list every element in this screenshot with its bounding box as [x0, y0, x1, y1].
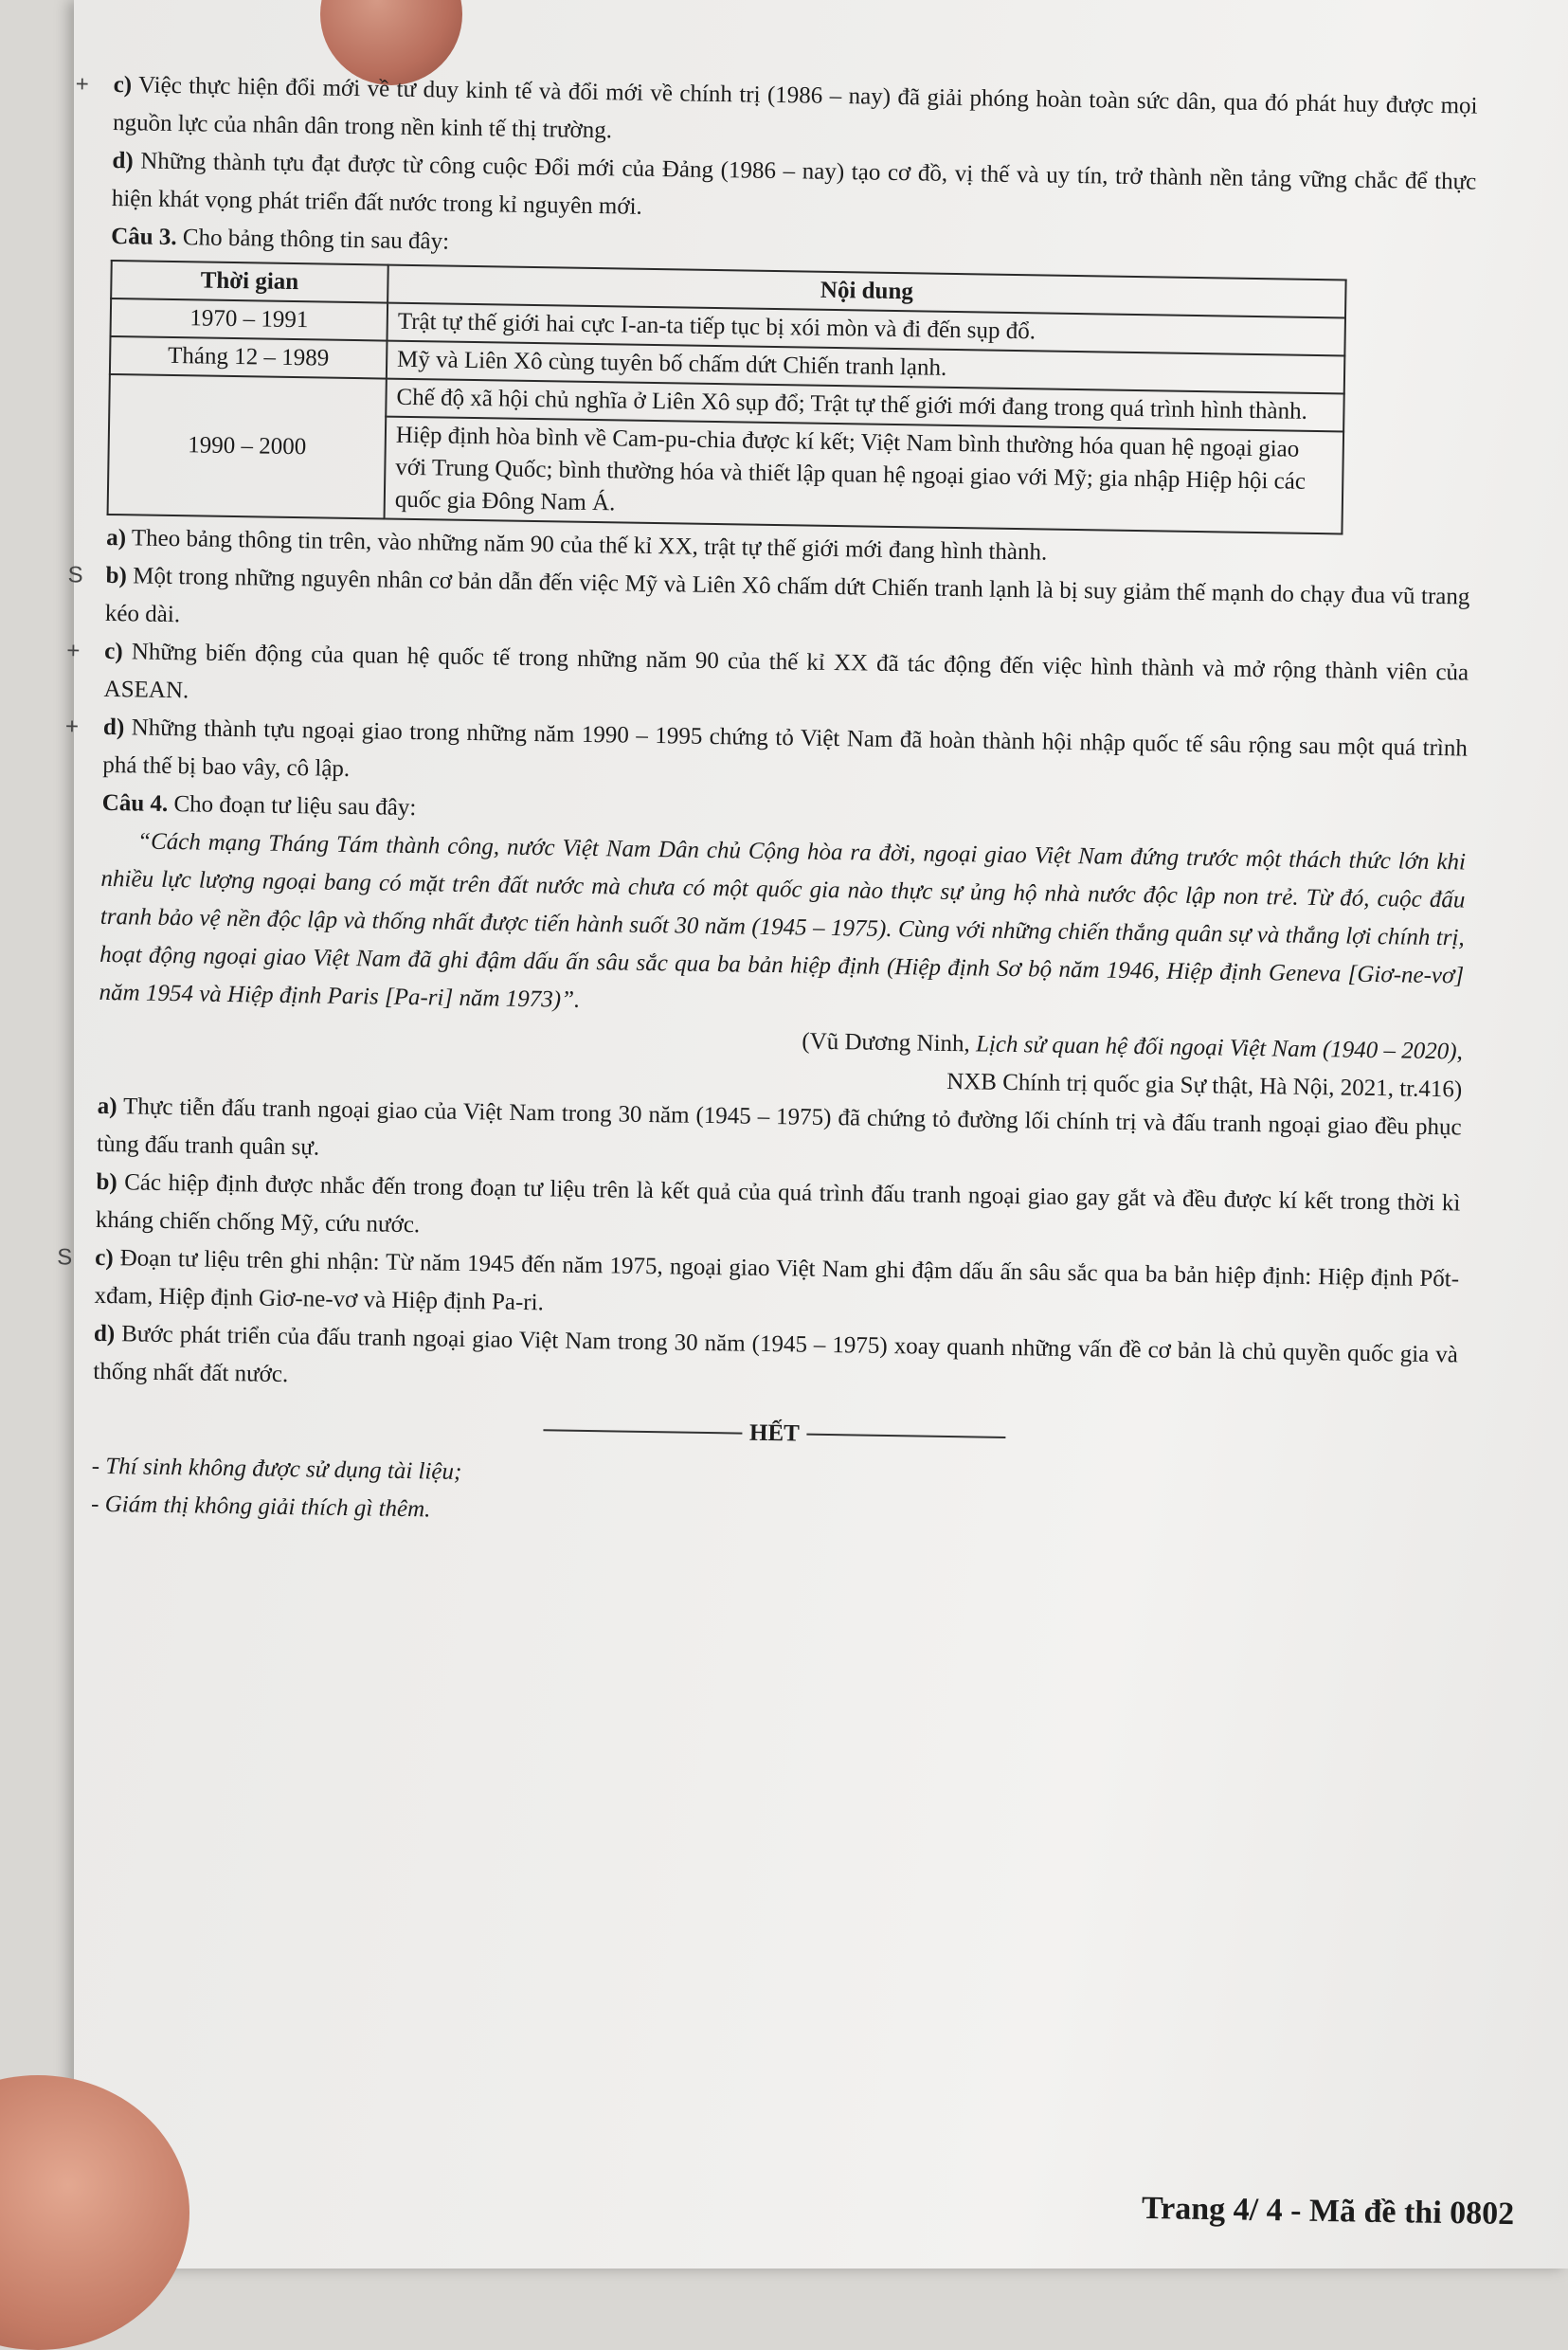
handwritten-mark: S	[57, 1244, 73, 1271]
note-line: - Giám thị không giải thích gì thêm.	[90, 1491, 431, 1523]
source-citation-line2: NXB Chính trị quốc gia Sự thật, Hà Nội, 2021, tr.416)	[946, 1068, 1463, 1103]
exam-content	[57, 66, 1478, 1545]
page-footer: Trang 4/ 4 - Mã đề thi 0802	[1141, 2190, 1515, 2232]
statement-text: Các hiệp định được nhắc đến trong đoạn tư liệu trên là kết quả của quá trình đấu tranh ngoại giao gay gắt và đều được kí kết trong thời kì kháng chiến chống Mỹ, cứu nước.	[95, 1169, 1461, 1238]
statement-text: Theo bảng thông tin trên, vào những năm 90 của thế kỉ XX, trật tự thế giới mới đang hình thành.	[131, 525, 1048, 566]
statement-text: Đoạn tư liệu trên ghi nhận: Từ năm 1945 đến năm 1975, ngoại giao Việt Nam ghi đậm dấu ấn sâu sắc qua ba bản hiệp định: Hiệp định Pốt-xđam, Hiệp định Giơ-ne-vơ và Hiệp định Pa-ri.	[94, 1245, 1460, 1316]
citation-author: (Vũ Dương Ninh,	[802, 1028, 977, 1058]
handwritten-mark: +	[75, 71, 89, 98]
cell-time: Tháng 12 – 1989	[110, 336, 387, 379]
statement-label: b)	[105, 562, 128, 589]
question-intro: Cho bảng thông tin sau đây:	[182, 225, 450, 255]
cell-content: Chế độ xã hội chủ nghĩa ở Liên Xô sụp đổ; Trật tự thế giới mới đang trong quá trình hình thành.	[386, 379, 1344, 432]
cell-content: Mỹ và Liên Xô cùng tuyên bố chấm dứt Chiến tranh lạnh.	[387, 341, 1345, 394]
statement-text: Thực tiễn đấu tranh ngoại giao của Việt Nam trong 30 năm (1945 – 1975) đã chứng tỏ đường lối chính trị và đấu tranh ngoại giao đều phục tùng đấu tranh quân sự.	[96, 1094, 1462, 1161]
header-time: Thời gian	[111, 261, 388, 303]
header-content: Nội dung	[387, 265, 1346, 318]
cell-content: Trật tự thế giới hai cực I-an-ta tiếp tục bị xói mòn và đi đến sụp đổ.	[387, 303, 1345, 356]
note-line: - Thí sinh không được sử dụng tài liệu;	[91, 1453, 462, 1485]
end-marker-text: HẾT	[748, 1419, 801, 1447]
statement-label: c)	[113, 71, 133, 99]
cell-time: 1970 – 1991	[111, 298, 388, 341]
question-title: Câu 4.	[101, 789, 169, 817]
statement-text: Những thành tựu ngoại giao trong những năm 1990 – 1995 chứng tỏ Việt Nam đã hoàn thành hội nhập quốc tế sâu rộng sau một quá trình phá thế bị bao vây, cô lập.	[102, 714, 1469, 783]
handwritten-mark: +	[64, 714, 80, 740]
question-intro: Cho đoạn tư liệu sau đây:	[173, 791, 417, 822]
statement-text: Việc thực hiện đổi mới về tư duy kinh tế và đổi mới về chính trị (1986 – nay) đã giải phóng hoàn toàn sức dân, qua đó phát huy được mọi nguồn lực của nhân dân trong nền kinh tế thị trường.	[112, 72, 1478, 144]
cell-content: Hiệp định hòa bình về Cam-pu-chia được kí kết; Việt Nam bình thường hóa quan hệ ngoại giao với Trung Quốc; bình thường hóa và thiết lập quan hệ ngoại giao với Mỹ; gia nhập Hiệp hội các quốc gia Đông Nam Á.	[385, 417, 1344, 534]
statement-text: Bước phát triển của đấu tranh ngoại giao Việt Nam trong 30 năm (1945 – 1975) xoay quanh những vấn đề cơ bản là chủ quyền quốc gia và thống nhất đất nước.	[93, 1321, 1459, 1388]
info-table	[107, 260, 1347, 534]
statement-label: c)	[95, 1244, 114, 1272]
question-title: Câu 3.	[110, 223, 177, 251]
statement-label: d)	[93, 1320, 116, 1347]
statement-label: d)	[102, 714, 125, 741]
statement-text: Một trong những nguyên nhân cơ bản dẫn đến việc Mỹ và Liên Xô chấm dứt Chiến tranh lạnh là bị suy giảm thế mạnh do chạy đua vũ trang kéo dài.	[104, 563, 1470, 628]
source-quote: “Cách mạng Tháng Tám thành công, nước Việt Nam Dân chủ Cộng hòa ra đời, ngoại giao Việt Nam đứng trước một thách thức lớn khi nhiều lực lượng ngoại bang có mặt trên đất nước mà chưa có một quốc gia nào thực sự ủng hộ nhà nước độc lập non trẻ. Từ đó, cuộc đấu tranh bảo vệ nền độc lập và thống nhất được tiến hành suốt 30 năm (1945 – 1975). Cùng với những chiến thắng quân sự và thắng lợi chính trị, hoạt động ngoại giao Việt Nam đã ghi đậm dấu ấn sâu sắc qua ba bản hiệp định (Hiệp định Sơ bộ năm 1946, Hiệp định Geneva [Giơ-ne-vơ] năm 1954 và Hiệp định Paris [Pa-ri] năm 1973)”.	[99, 828, 1467, 1013]
statement-label: b)	[96, 1168, 117, 1196]
statement-label: a)	[97, 1093, 117, 1120]
divider	[807, 1434, 1006, 1438]
handwritten-mark: +	[66, 638, 81, 664]
statement-label: d)	[112, 147, 134, 174]
statement-label: a)	[105, 524, 127, 551]
handwritten-mark: S	[67, 562, 83, 588]
citation-comma: ,	[1456, 1039, 1464, 1065]
cell-time: 1990 – 2000	[108, 374, 387, 519]
divider	[543, 1429, 742, 1434]
statement-label: c)	[104, 638, 123, 665]
citation-book-title: Lịch sử quan hệ đối ngoại Việt Nam (1940 – 2020)	[975, 1031, 1457, 1065]
statement-text: Những biến động của quan hệ quốc tế trong những năm 90 của thế kỉ XX đã tác động đến việc hình thành và mở rộng thành viên của ASEAN.	[103, 639, 1469, 704]
statement-text: Những thành tựu đạt được từ công cuộc Đổi mới của Đảng (1986 – nay) tạo cơ đồ, vị thế và uy tín, trở thành nền tảng vững chắc để thực hiện khát vọng phát triển đất nước trong kỉ nguyên mới.	[111, 148, 1477, 220]
